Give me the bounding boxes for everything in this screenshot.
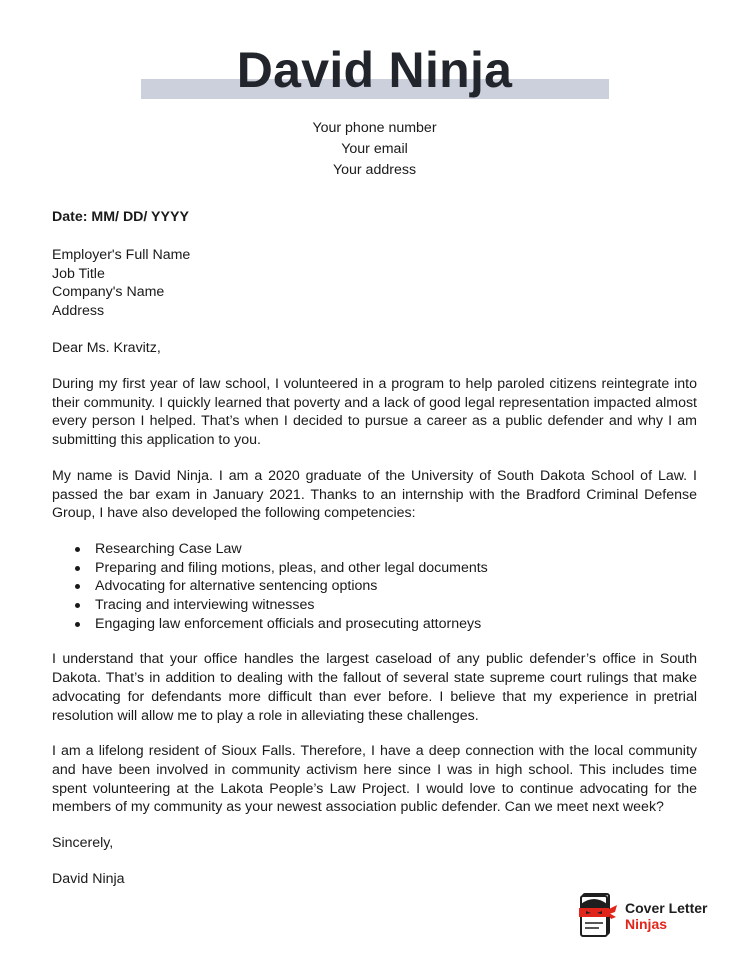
competency-item: Researching Case Law (95, 540, 697, 559)
letter-body (52, 375, 697, 888)
body-paragraph: During my first year of law school, I volunteered in a program to help paroled citizens reintegrate into their community. I quickly learned that poverty and a lack of good legal representation impacted almost every person I helped. That’s when I decided to pursue a career as a public defender and why I am submitting this application to you. (52, 376, 697, 449)
recipient-name: Employer's Full Name (52, 247, 191, 263)
logo-text-ninjas: Ninjas (625, 916, 668, 932)
recipient-title: Job Title (52, 265, 105, 282)
body-paragraph: I understand that your office handles the largest caseload of any public defender’s office in South Dakota. That’s in addition to dealing with the fallout of several state supreme court rulings that make advocating for defendants more difficult than ever before. I believe that my experience in pretrial resolution will allow me to play a role in alleviating these challenges. (52, 651, 697, 724)
competency-item: Tracing and interviewing witnesses (95, 596, 697, 615)
contact-phone: Your phone number (312, 120, 437, 136)
applicant-name: David Ninja (236, 42, 513, 98)
competency-list (52, 540, 697, 634)
logo-text-cover-letter: Cover Letter (625, 900, 708, 916)
body-paragraph: I am a lifelong resident of Sioux Falls. Therefore, I have a deep connection with the local community and have been involved in community activism here since I was in high school. This includes time spent volunteering at the Lakota People’s Law Project. I would love to continue advocating for the members of my community as your newest association public defender. Can we meet next week? (52, 743, 697, 816)
header (52, 40, 697, 110)
contact-email: Your email (341, 141, 408, 157)
signature: David Ninja (52, 870, 125, 887)
recipient-address: Address (52, 303, 105, 320)
recipient-company: Company's Name (52, 284, 165, 301)
letter-date: Date: MM/ DD/ YYYY (52, 209, 189, 225)
closing: Sincerely, (52, 835, 114, 852)
contact-block (52, 118, 697, 181)
recipient-block (52, 246, 190, 321)
competency-item: Preparing and filing motions, pleas, and other legal documents (95, 559, 697, 578)
contact-address: Your address (332, 162, 417, 178)
competency-item: Advocating for alternative sentencing options (95, 577, 697, 596)
salutation: Dear Ms. Kravitz, (52, 340, 161, 356)
ninja-mascot-icon (575, 890, 619, 940)
cover-letter-ninjas-logo (575, 890, 725, 940)
body-paragraph: My name is David Ninja. I am a 2020 graduate of the University of South Dakota School of Law. I passed the bar exam in January 2021. Thanks to an internship with the Bradford Criminal Defense Group, I have also developed the following competencies: (52, 467, 697, 522)
competency-item: Engaging law enforcement officials and prosecuting attorneys (95, 615, 697, 634)
